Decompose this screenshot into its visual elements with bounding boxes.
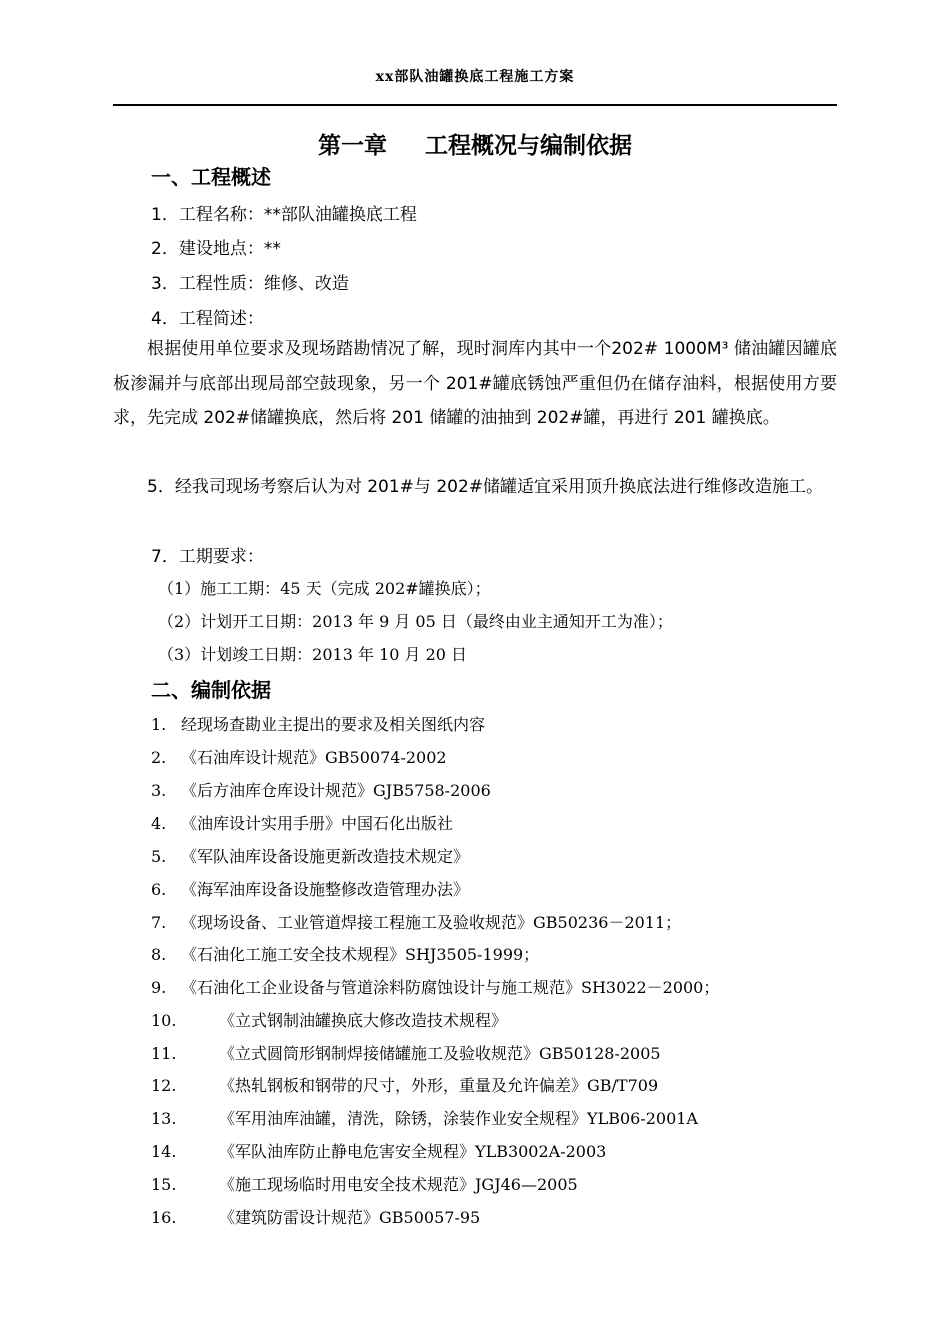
inspection-conclusion: 5．经我司现场考察后认为对 201#与 202#储罐适宜采用顶升换底法进行维修改造施工。 [147,477,824,497]
basis-item-text: 《后方油库仓库设计规范》GJB5758-2006 [181,781,491,800]
basis-item-text: 《油库设计实用手册》中国石化出版社 [181,814,454,833]
basis-item [151,778,491,801]
basis-item [151,844,469,867]
basis-item-text: 《施工现场临时用电安全技术规范》JGJ46—2005 [219,1175,578,1194]
project-nature: 3．工程性质：维修、改造 [151,274,349,294]
chapter-name: 工程概况与编制依据 [425,133,632,159]
basis-item [151,1073,658,1096]
basis-item-text: 《石油库设计规范》GB50074-2002 [181,748,447,767]
basis-item-text: 《石油化工施工安全技术规程》SHJ3505-1999； [181,945,540,964]
basis-item-text: 《现场设备、工业管道焊接工程施工及验收规范》GB50236－2011； [181,913,682,932]
basis-item-number: 4. [151,814,167,833]
chapter-title [0,127,950,160]
basis-item-text: 《军队油库设备设施更新改造技术规定》 [181,847,470,866]
schedule-duration: （1）施工工期：45 天（完成 202#罐换底）； [158,579,491,598]
schedule-end-date: （3）计划竣工日期：2013 年 10 月 20 日 [158,645,468,664]
basis-item-number: 16. [151,1208,177,1227]
basis-item [151,1139,606,1162]
basis-item-text: 《军队油库防止静电危害安全规程》YLB3002A-2003 [219,1142,607,1161]
project-description: 根据使用单位要求及现场踏勘情况了解，现时洞库内其中一个202# 1000M³ 储油罐因罐底板渗漏并与底部出现局部空鼓现象，另一个 201#罐底锈蚀严重但仍在储存油料，根据使用方要求，先完成 202#储罐换底，然后将 201 储罐的油抽到 202#罐，再进行 201 罐换底。 [113,339,837,428]
basis-item-text: 《军用油库油罐，清洗，除锈，涂装作业安全规程》YLB06-2001A [219,1109,698,1128]
basis-item [151,745,447,768]
basis-item-text: 《石油化工企业设备与管道涂料防腐蚀设计与施工规范》SH3022－2000； [181,978,720,997]
basis-item-number: 6. [151,880,167,899]
basis-item [151,1041,661,1064]
schedule-label: 7．工期要求： [151,547,264,567]
section-title-basis: 二、编制依据 [151,678,271,702]
page-header: xx部队油罐换底工程施工方案 [375,69,575,85]
schedule-start-date: （2）计划开工日期：2013 年 9 月 05 日（最终由业主通知开工为准）； [158,612,673,631]
project-brief-label: 4．工程简述： [151,309,264,329]
basis-item [151,1106,698,1129]
basis-item-text: 《立式圆筒形钢制焊接储罐施工及验收规范》GB50128-2005 [219,1044,661,1063]
basis-item [151,811,453,834]
basis-item [151,910,681,933]
project-location: 2．建设地点：** [151,239,281,259]
basis-item-number: 14. [151,1142,177,1161]
basis-item [151,712,485,735]
basis-item-text: 《立式钢制油罐换底大修改造技术规程》 [219,1011,508,1030]
basis-item [151,975,719,998]
basis-item-text: 《海军油库设备设施整修改造管理办法》 [181,880,470,899]
basis-item [151,1172,578,1195]
basis-item-number: 9. [151,978,167,997]
basis-item-text: 经现场查勘业主提出的要求及相关图纸内容 [181,715,486,734]
basis-item [151,942,539,965]
basis-item-number: 15. [151,1175,177,1194]
chapter-number: 第一章 [318,133,387,159]
basis-item-number: 8. [151,945,167,964]
basis-item-number: 1. [151,715,167,734]
basis-item-number: 11. [151,1044,177,1063]
basis-item-text: 《建筑防雷设计规范》GB50057-95 [219,1208,481,1227]
basis-item [151,1008,507,1031]
basis-item-number: 7. [151,913,167,932]
header-rule [113,104,837,106]
basis-item-number: 10. [151,1011,177,1030]
basis-item [151,1205,480,1228]
basis-item-number: 13. [151,1109,177,1128]
basis-item-number: 2. [151,748,167,767]
basis-item-number: 5. [151,847,167,866]
project-name: 1．工程名称：**部队油罐换底工程 [151,205,417,225]
basis-item-number: 12. [151,1076,177,1095]
basis-item [151,877,469,900]
basis-item-number: 3. [151,781,167,800]
section-title-overview: 一、工程概述 [151,165,271,189]
basis-item-text: 《热轧钢板和钢带的尺寸，外形，重量及允许偏差》GB/T709 [219,1076,659,1095]
